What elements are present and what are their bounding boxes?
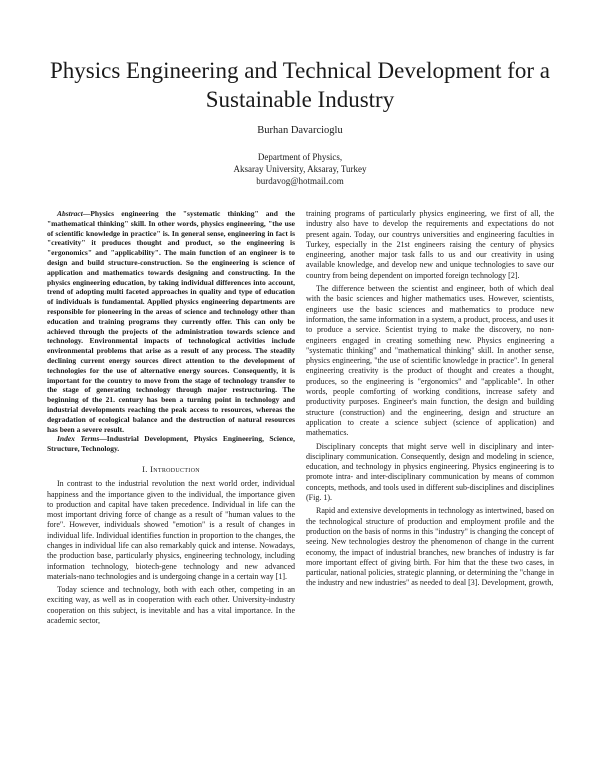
paper-title: Physics Engineering and Technical Development for a Sustainable Industry	[50, 58, 550, 112]
index-terms-text: —Industrial Development, Physics Engineering, Science, Structure, Technology.	[47, 434, 295, 454]
right-column	[306, 209, 554, 592]
section-title: Introduction	[150, 463, 200, 474]
abstract	[47, 209, 295, 434]
abstract-label: Abstract	[57, 209, 83, 218]
author-email: burdavog@hotmail.com	[256, 176, 344, 186]
body-paragraph: Rapid and extensive developments in technology as intertwined, based on the technological structure of production and employment profile and the production on the basis of norms in this "industry" is changing the concept of seeing. New technologies destroy the phenomenon of change in the current economy, the impact of industrial branches, new branches of industry is far more important effect of giving birth. For him that the these two cases, in particular, national policies, strategic planning, or determining the "change in the industry and new industries" as needed to deal [3]. Development, growth,	[306, 506, 554, 588]
affiliation-university: Aksaray University, Aksaray, Turkey	[233, 164, 367, 174]
body-paragraph: training programs of particularly physics engineering, we first of all, the industry also have to develop the requirements and expectations do not present again. Today, our countrys universities and engineering faculties in Turkey, especially in the 21st engineers raising the century of physics engineering, another major task falls to us and our creativity in using available knowledge, and develop new and unique technologies to save our country from being dependent on imported foreign technology [2].	[306, 209, 554, 280]
author-name: Burhan Davarcioglu	[257, 125, 343, 136]
section-number: I.	[142, 463, 148, 474]
body-paragraph: Disciplinary concepts that might serve well in disciplinary and inter-disciplinary communication. Consequently, design and modeling in science, education, and technology in physics engineering. Physics engineering is to promote intra- and inter-disciplinary communication by means of common concepts, methods, and tools used in different sub-disciplines and disciplines (Fig. 1).	[306, 441, 554, 503]
author-affiliation	[0, 151, 600, 187]
abstract-text: —Physics engineering the "systematic thinking" and the "mathematical thinking" skill. In other words, physics engineering, "the use of scientific knowledge in practice" is. In general sense, engineering in fact is "creativity" it produces thought and product, so the engineering is "ergonomics" and "applicability". The main function of an engineer is to design and build structure-construction. So the engineering is science of application and mathematics towards designing and constructing. In the physics engineering education, by taking individual differences into account, trend of adopting multi faceted approaches in quality and type of education of individuals is fundamental. Applied physics engineering departments are responsible for pioneering in the areas of science and technology other than education and training programs they currently offer. This can only be achieved through the projects of the administration towards science and technology. Environmental impacts of technological activities include environmental problems that arise as a result of any process. The steadily declining current energy sources direct attention to the development of technologies for the use of alternative energy sources. Consequently, it is important for the country to move from the stage of technology transfer to the stage of generating technology through major restructuring. The beginning of the 21. century has been a turning point in technology and industrial developments reaching the peak access to resources, whereas the degradation of ecological balance and the destruction of natural resources has been a severe result.	[47, 209, 295, 434]
body-paragraph: Today science and technology, both with each other, competing in an exciting way, as well as in cooperation with each other. University-industry cooperation on this subject, is inevitable and has a vital importance. In the academic sector,	[47, 585, 295, 626]
left-column	[47, 209, 295, 629]
affiliation-department: Department of Physics,	[257, 152, 343, 162]
body-paragraph: The difference between the scientist and engineer, both of which deal with the basic sciences and higher mathematics uses. However, scientists, engineers use the basic sciences and mathematics to produce new information, the same information in a system, a product, process, and uses it to produce a service. Scientist trying to make the discovery, no non-engineers engaged in creating something new. Physics engineering a "systematic thinking" and "mathematical thinking" skill. In another sense, physics engineering, "the use of scientific knowledge in practice". In general engineering creativity is the product of thought and creates a thought, produces, so the engineering is "ergonomics" and "applicable". In other words, people comforting of working conditions, increase safety and productivity purposes. Engineer's main function, the design and building structure (construction) and the engineering, design and structure an application to create a science subject (science of application) and mathematics.	[306, 284, 554, 438]
index-terms-label: Index Terms	[57, 434, 100, 444]
body-paragraph: In contrast to the industrial revolution the next world order, individual happiness and the importance given to the individual, the importance given to production and capital have taken precedence. Individual in life can the most important driving force of change as a result of "human values to the fore". However, individuals showed "emotion" is a result of changes in individual life. Individual identifies function in proportion to the changes, the changes in individual life can also remarkably quick and intense. Nowadays, the production base, particularly physics, engineering technology, including information technology, biotech-gene technology and new advanced materials-nano technologies and is undergoing change in a certain way [1].	[47, 479, 295, 581]
section-heading	[47, 464, 295, 474]
index-terms	[47, 434, 295, 454]
